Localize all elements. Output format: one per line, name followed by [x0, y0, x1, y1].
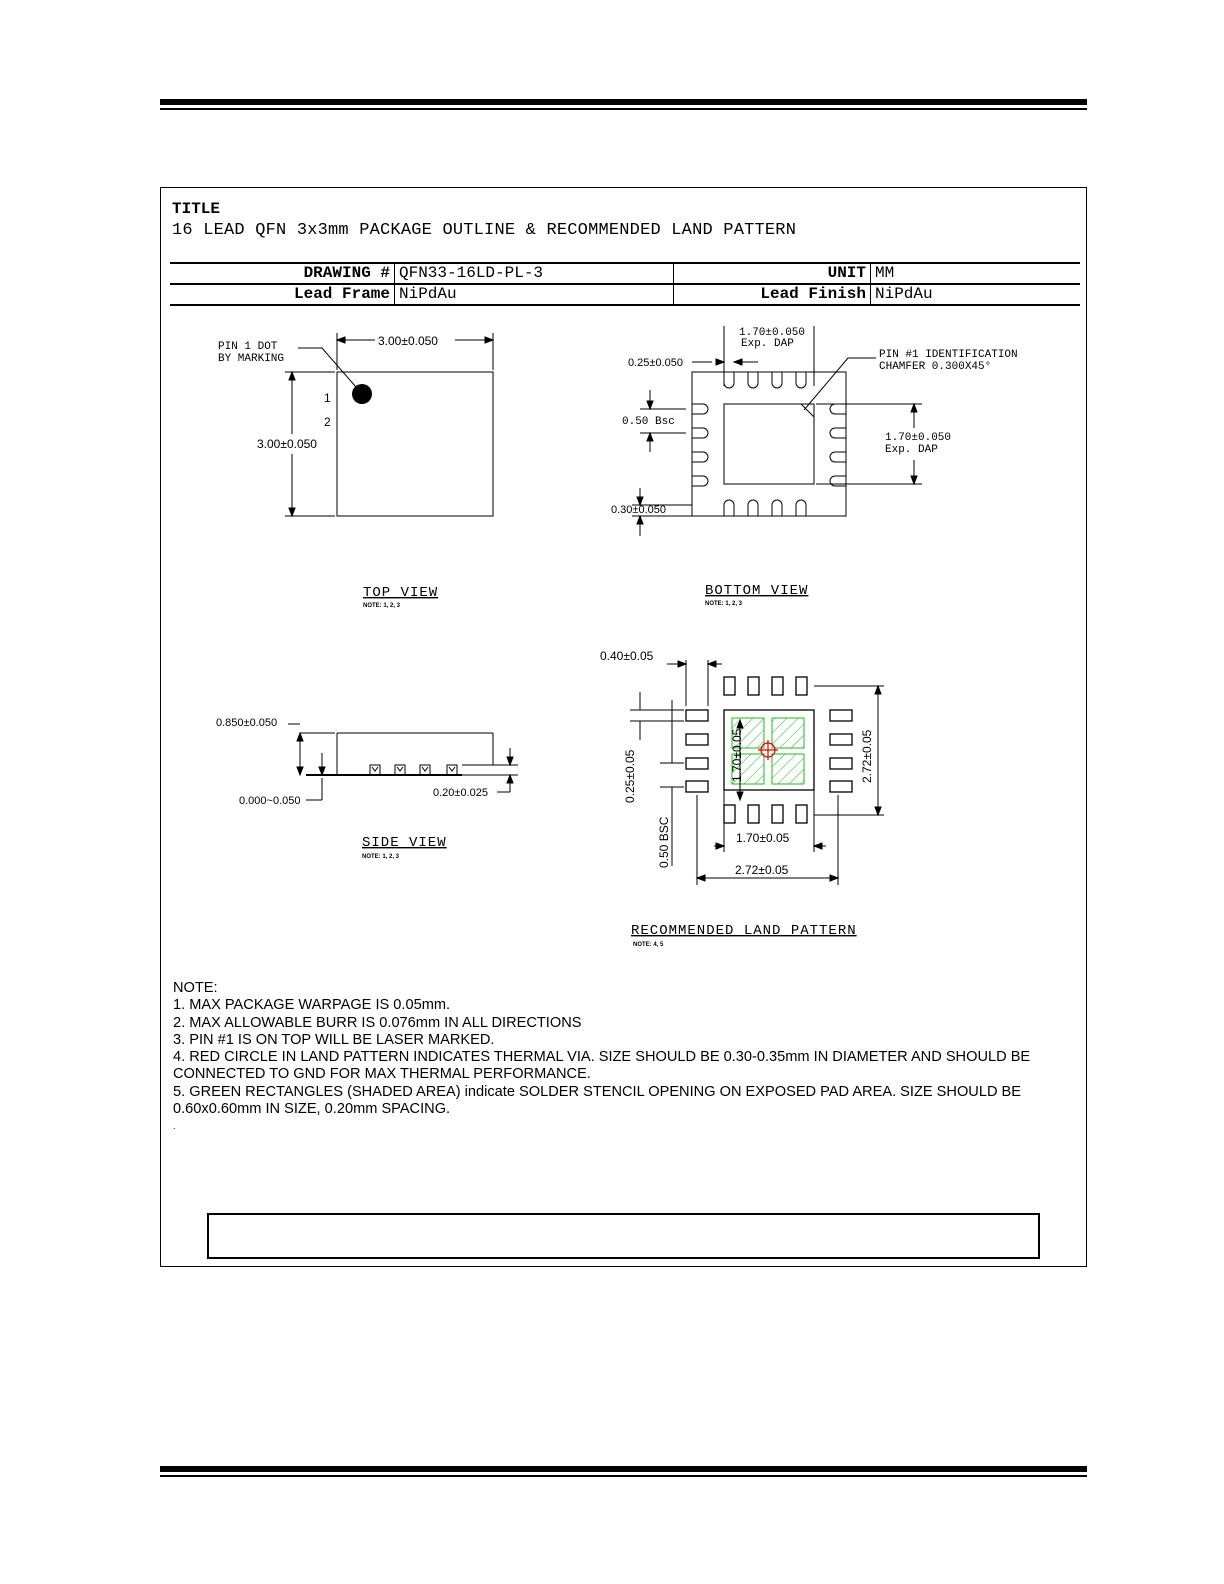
sv-standoff-dim: 0.000~0.050 — [239, 795, 301, 807]
sv-lead-thickness-dim: 0.20±0.025 — [433, 787, 488, 799]
bottom-view-caption: BOTTOM VIEW — [705, 583, 809, 599]
sv-height-dim: 0.850±0.050 — [216, 717, 278, 729]
drawing-number-label: DRAWING # — [170, 263, 395, 284]
bv-lead-width-dim: 0.25±0.050 — [628, 357, 683, 369]
notes-section — [173, 980, 1078, 1136]
top-width-dim: 3.00±0.050 — [378, 334, 438, 348]
exposed-dap — [724, 404, 814, 484]
bottom-view-body — [692, 372, 846, 516]
note-item: 2. MAX ALLOWABLE BURR IS 0.076mm IN ALL DIRECTIONS — [173, 1014, 582, 1031]
lead-finish-value: NiPdAu — [871, 284, 1081, 305]
lp-pad-length-dim: 0.40±0.05 — [600, 649, 654, 663]
lp-epad-width-dim: 1.70±0.05 — [736, 831, 790, 845]
bv-dap-height-line2: Exp. DAP — [885, 444, 938, 456]
bv-lead-length-dim: 0.30±0.050 — [611, 504, 666, 516]
drawing-number-value: QFN33-16LD-PL-3 — [395, 263, 674, 284]
top-view — [285, 333, 493, 516]
pin1-note-line1: PIN 1 DOT — [218, 341, 278, 353]
lead-frame-value: NiPdAu — [395, 284, 674, 305]
lp-span-width-dim: 2.72±0.05 — [735, 863, 789, 877]
pin-label-1: 1 — [324, 391, 331, 405]
pin1-note-line2: BY MARKING — [218, 353, 285, 365]
left-leads — [692, 404, 708, 486]
bottom-leads — [724, 500, 806, 516]
lead-finish-label: Lead Finish — [674, 284, 871, 305]
top-height-dim: 3.00±0.050 — [257, 437, 317, 451]
side-view-caption-note: NOTE: 1, 2, 3 — [362, 854, 400, 860]
lead-frame-label: Lead Frame — [170, 284, 395, 305]
bv-pitch-dim: 0.50 Bsc — [622, 416, 675, 428]
bv-dap-width-line2: Exp. DAP — [741, 338, 794, 350]
title-label: TITLE — [172, 200, 221, 218]
bv-dap-width-line1: 1.70±0.050 — [739, 327, 806, 339]
notes-trailing: . — [173, 1121, 176, 1132]
top-view-caption: TOP VIEW — [363, 585, 439, 601]
notes-heading: NOTE: — [173, 980, 218, 996]
blank-footer-box — [207, 1213, 1040, 1259]
title-text: 16 LEAD QFN 3x3mm PACKAGE OUTLINE & RECOMMENDED LAND PATTERN — [172, 221, 797, 240]
bv-chamfer-line1: PIN #1 IDENTIFICATION — [879, 349, 1018, 361]
bv-chamfer-line2: CHAMFER 0.300X45° — [879, 361, 992, 373]
note-item: 3. PIN #1 IS ON TOP WILL BE LASER MARKED. — [173, 1031, 495, 1048]
land-pattern-caption: RECOMMENDED LAND PATTERN — [631, 923, 857, 939]
note-item: 5. GREEN RECTANGLES (SHADED AREA) indicate SOLDER STENCIL OPENING ON EXPOSED PAD AREA. SIZE SHOULD BE 0.60x0.60mm IN SIZE, 0.20mm SPACING. — [173, 1083, 1022, 1118]
lp-epad-height-dim: 1.70±0.05 — [730, 728, 744, 782]
top-leads — [724, 372, 806, 388]
side-leads — [370, 765, 457, 775]
unit-label: UNIT — [674, 263, 871, 284]
right-leads — [830, 404, 846, 486]
note-item: 4. RED CIRCLE IN LAND PATTERN INDICATES THERMAL VIA. SIZE SHOULD BE 0.30-0.35mm IN DIAMETER AND SHOULD BE CONNECTED TO GND FOR MAX THERMAL PERFORMANCE. — [173, 1049, 1031, 1083]
land-pattern-caption-note: NOTE: 4, 5 — [633, 942, 664, 948]
pin1-dot — [352, 384, 372, 404]
lp-pitch-dim: 0.50 BSC — [657, 816, 671, 868]
top-view-caption-note: NOTE: 1, 2, 3 — [363, 603, 401, 609]
side-view-caption: SIDE VIEW — [362, 835, 447, 851]
pin-label-2: 2 — [324, 415, 331, 429]
bv-dap-height-line1: 1.70±0.050 — [885, 432, 952, 444]
lp-pad-width-dim: 0.25±0.05 — [623, 749, 637, 803]
lp-span-height-dim: 2.72±0.05 — [860, 729, 874, 783]
note-item: 1. MAX PACKAGE WARPAGE IS 0.05mm. — [173, 997, 451, 1014]
unit-value: MM — [871, 263, 1081, 284]
bottom-view-caption-note: NOTE: 1, 2, 3 — [705, 601, 743, 607]
